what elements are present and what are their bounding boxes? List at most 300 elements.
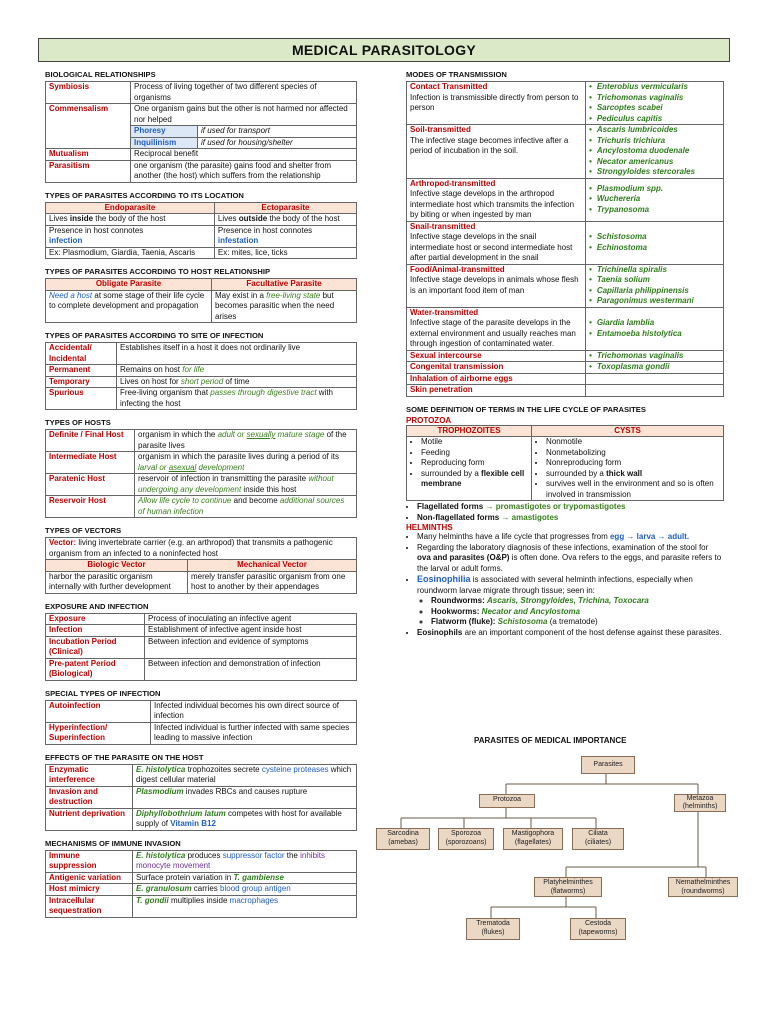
table-row [46,365,357,377]
table-row [407,437,724,501]
site-table [45,342,357,410]
org-cell [586,307,724,350]
text: Lives [49,214,70,223]
term-cell: Definite / Final Host [46,430,135,452]
text: carries [191,884,221,893]
mode-cell [407,264,586,307]
table-row [407,425,724,437]
def-cell: if used for housing/shelter [198,137,357,149]
def-cell: if used for transport [198,126,357,138]
list-item: • Ancylostoma duodenale [589,146,720,157]
text: Lives on host for [120,376,181,386]
cell [214,225,356,247]
text: for life [182,365,205,374]
text: of the parasite lives [138,430,347,450]
table-row [46,560,357,572]
term-cell: Hyperinfection/ Superinfection [46,722,151,744]
table-row [46,160,357,182]
effects-table [45,764,357,831]
text: E. histolytica [136,764,186,774]
term-cell: Autoinfection [46,700,151,722]
mode-term: Skin penetration [407,385,586,397]
table-row [46,247,357,259]
mode-term: Arthropod-transmitted [410,178,496,188]
term-cell: Incubation Period (Clinical) [46,636,145,658]
cell: harbor the parasitic organism internally with further development [46,571,188,593]
immune-heading: MECHANISMS OF IMMUNE INVASION [45,838,181,848]
text: Vitamin B12 [170,819,216,828]
node-platyhelminthes: Platyhelminthes (flatworms) [534,877,602,897]
text: infestation [217,236,259,245]
org-cell [586,373,724,385]
term-cell: Pre-patent Period (Biological) [46,658,145,680]
term-cell: Parasitism [46,160,131,182]
list-item: • Echinostoma [589,243,720,254]
text: produces [185,850,223,860]
list-item: • Enterobius vermicularis [589,82,720,93]
header-cell: TROPHOZOITES [407,425,532,437]
term-cell: Immune suppression [46,850,133,872]
table-row [46,225,357,247]
lifecycle-section [406,405,724,639]
page-title: MEDICAL PARASITOLOGY [38,38,730,62]
list-item [417,543,724,575]
sublist [417,596,724,628]
site-section [45,331,357,410]
text: Necator and Ancylostoma [481,606,581,616]
list-item: • Capillaria philippinensis [589,286,720,297]
text: Many helminths have a life cycle that progresses from [417,532,610,541]
list-item: • Sarcoptes scabei [589,103,720,114]
text: → amastigotes [501,512,559,522]
def-cell [117,365,357,377]
def-cell [133,872,357,884]
text: invades RBCs and causes rupture [183,786,308,796]
table-row [46,872,357,884]
table-row [46,388,357,410]
header-cell: Biologic Vector [46,560,188,572]
text: organism in which the parasite lives during a period of its [138,452,339,461]
mode-term: Soil-transmitted [410,125,471,134]
def-cell [117,388,357,410]
table-row [46,808,357,830]
text: additional sources of human infection [138,496,345,516]
list-item [431,617,724,628]
def-cell: Establishes itself in a host it does not ordinarily live [117,343,357,365]
exposure-table [45,613,357,681]
host-relationship-section [45,267,357,323]
text: Vector: [49,538,77,547]
modes-table [406,81,724,397]
def-cell: Between infection and evidence of symptoms [145,636,357,658]
list-item [417,532,724,543]
modes-heading: MODES OF TRANSMISSION [406,70,507,79]
exposure-section [45,602,357,681]
node-sporozoa: Sporozoa (sporozoans) [438,828,494,850]
mode-term: Water-transmitted [410,307,479,317]
list-item: • Wuchereria [589,194,720,205]
text: outside [238,214,268,223]
def-cell [133,895,357,917]
term-cell: Nutrient deprivation [46,808,133,830]
vectors-section [45,526,357,594]
org-cell [586,82,724,125]
special-section [45,689,357,745]
text: Plasmodium [136,786,184,796]
cell [407,437,532,501]
mode-def: The infective stage becomes infective after a period of incubation in the soil. [410,135,569,155]
table-row [46,895,357,917]
text: which digest cellular material [136,764,352,784]
list-item: • Trichinella spiralis [589,265,720,276]
text: Presence in host connotes [49,225,144,235]
term-cell: Accidental/ Incidental [46,343,117,365]
text: Allow life cycle to continue [138,496,232,505]
text: short period [180,376,224,386]
table-row [407,178,724,221]
mode-term: Snail-transmitted [410,221,476,231]
text: larval [138,462,158,472]
text: Flatworm (fluke): [431,617,498,626]
text: Free-living organism that [120,388,211,397]
mode-cell [407,221,586,264]
mode-def: Infection is transmissible directly from person to person [410,92,579,112]
table-row [407,307,724,350]
table-row [407,373,724,385]
list-item: • Feeding [421,448,528,459]
text: macrophages [229,895,279,905]
table-row [46,571,357,593]
text: egg → larva → adult. [609,532,690,541]
header-cell: Endoparasite [46,202,215,214]
cell [46,214,215,226]
list-item: • Strongyloides stercorales [589,167,720,178]
text: or [234,430,247,439]
list-item [546,469,720,480]
text: free-living state [266,290,321,300]
immune-section [45,839,357,918]
hosts-heading: TYPES OF HOSTS [45,418,111,427]
node-nemathelminthes: Nemathelminthes (roundworms) [668,877,738,897]
hosts-table [45,429,357,518]
text: Non-flagellated forms [417,512,502,522]
term-cell: Invasion and destruction [46,786,133,808]
def-cell: Infected individual is further infected with same species leading to massive infection [151,722,357,744]
table-row [46,279,357,291]
list-item: • Trypanosoma [589,205,720,216]
cell: Ex: Plasmodium, Giardia, Taenia, Ascaris [46,247,215,259]
table-row [46,202,357,214]
table-row [46,430,357,452]
mode-def: Infective stage develops in the arthropod intermediate host which transmits the infection by biting or when ingested by man [410,189,575,219]
list-item: • survives well in the environment and so is often involved in transmission [546,479,720,500]
text: Diphyllobothrium latum [136,808,226,818]
flagella-list [406,502,724,523]
list-item: • Schistosoma [589,232,720,243]
def-cell: Between infection and demonstration of infection [145,658,357,680]
list-item: • Trichomonas vaginalis [589,93,720,104]
text: Flagellated forms [417,502,486,511]
text: infection [49,236,83,245]
list-item: • Nonmotile [546,437,720,448]
parasite-tree [376,752,738,942]
list-item [421,469,528,490]
list-item [417,513,724,524]
text: inside [69,214,94,223]
bio-table [45,81,357,183]
text: but becomes parasitic when the need arises [214,290,335,321]
term-cell: Symbiosis [46,82,131,104]
term-cell: Permanent [46,365,117,377]
node-ciliata: Ciliata (ciliates) [572,828,624,850]
mode-cell [407,307,586,350]
term-cell: Inquilinism [131,137,198,149]
vectors-table [45,537,357,594]
list-item: • Pediculus capitis [589,114,720,125]
host-relationship-table [45,278,357,323]
table-row [407,385,724,397]
text: are an important component of the host defense against these parasites. [462,627,722,637]
table-row [46,149,357,161]
term-cell: Temporary [46,376,117,388]
text: T. gambiense [233,872,284,882]
node-cestoda: Cestoda (tapeworms) [570,918,626,940]
def-cell [133,808,357,830]
table-row [46,474,357,496]
mode-cell [407,82,586,125]
cell [532,437,724,501]
text: surrounded by a [546,468,607,478]
table-row [46,376,357,388]
effects-section [45,753,357,831]
list-item: • Nonreproducing form [546,458,720,469]
text: is often done. Ova refers to the eggs, and parasite refers to the larval or adult forms. [417,553,722,573]
list-item: • Plasmodium spp. [589,184,720,195]
text: → promastigotes or trypomastigotes [485,502,626,511]
text: of time [223,376,250,386]
table-row [46,104,357,126]
table-row [407,264,724,307]
text: without undergoing any development [138,474,334,494]
table-row [46,850,357,872]
node-metazoa: Metazoa (helminths) [674,794,726,812]
list-item [417,502,724,513]
node-mastigophora: Mastigophora (flagellates) [503,828,563,850]
table-row [46,214,357,226]
def-cell: Process of inoculating an infective agent [145,613,357,625]
modes-section [406,70,724,397]
table-row [46,786,357,808]
def-cell [133,786,357,808]
def-cell: Establishment of infective agent inside host [145,625,357,637]
table-row [407,221,724,264]
text: trophozoites secrete [185,764,262,774]
text: at some stage of their life cycle to complete development and propagation [49,290,205,310]
term-cell: Reservoir Host [46,496,135,518]
list-item: • Entamoeba histolytica [589,329,720,340]
cell [46,538,357,560]
term-cell: Paratenic Host [46,474,135,496]
text: Eosinophils [417,627,463,637]
term-cell: Enzymatic interference [46,764,133,786]
table-row [407,82,724,125]
text: blood group antigen [220,884,291,893]
def-cell [135,496,357,518]
list-item: • Motile [421,437,528,448]
table-row [46,538,357,560]
text: T. gondii [136,895,169,905]
text: Surface protein variation in [136,872,234,882]
table-row [46,613,357,625]
text: suppressor factor [222,850,285,860]
text: inside this host [241,484,297,494]
def-cell: Process of living together of two different species of organisms [131,82,357,104]
node-sarcodina: Sarcodina (amebas) [376,828,430,850]
table-row [46,290,357,323]
mode-term: Congenital transmission [407,362,586,374]
text: development [196,462,245,472]
cell [46,225,215,247]
term-cell: Exposure [46,613,145,625]
text: Eosinophilia [417,574,471,584]
list-item: • Nonmetabolizing [546,448,720,459]
def-cell: One organism gains but the other is not harmed nor affected nor helped [131,104,357,126]
mode-def: Infective stage develops in animals whose flesh is an important food item of man [410,275,579,295]
term-cell: Antigenic variation [46,872,133,884]
text: and become [231,496,280,505]
list-item: • Toxoplasma gondii [589,362,720,373]
text: (a trematode) [547,617,598,626]
def-cell [135,474,357,496]
immune-table [45,850,357,918]
location-table [45,202,357,260]
text: the body of the host [267,214,340,223]
list-item [431,596,724,607]
list-item [417,628,724,639]
text: passes through digestive tract [210,388,317,397]
text: living invertebrate carrier (e.g. an arthropod) that transmits a pathogenic organism from an infected to a noninfected host [49,538,333,558]
table-row [46,82,357,104]
text: is associated with several helminth infections, especially when roundworm larvae migrate through tissue; seen in: [417,575,693,595]
table-row [46,700,357,722]
text: the body of the host [93,214,166,223]
org-cell [586,125,724,179]
def-cell: one organism (the parasite) gains food and shelter from another (the host) which suffers from the relationship [131,160,357,182]
mode-def: Infective stage develops in the snail intermediate host or second intermediate host after partial development in the snail [410,232,573,262]
def-cell [133,884,357,896]
list-item [431,607,724,618]
table-row [407,362,724,374]
text: Ascaris, Strongyloides, Trichina, Toxocara [487,596,649,605]
header-cell: Obligate Parasite [46,279,212,291]
text: Hookworms: [431,606,482,616]
org-cell [586,221,724,264]
def-cell: Reciprocal benefit [131,149,357,161]
def-cell: Infected individual becomes his own direct source of infection [151,700,357,722]
special-table [45,700,357,745]
term-cell: Spurious [46,388,117,410]
table-row [46,764,357,786]
org-cell [586,264,724,307]
text: ova and parasites (O&P) [417,553,510,562]
table-row [46,343,357,365]
vectors-heading: TYPES OF VECTORS [45,526,122,535]
protozoa-table [406,425,724,502]
org-cell [586,350,724,362]
text: Schistosoma [497,617,548,626]
text: Presence in host connotes [217,225,313,235]
mode-term: Food/Animal-transmitted [410,264,505,274]
mode-cell [407,178,586,221]
def-cell [135,452,357,474]
def-cell [133,764,357,786]
cell [211,290,356,323]
table-row [46,884,357,896]
node-parasites: Parasites [581,756,635,774]
protozoa-label: PROTOZOA [406,415,452,425]
text: Lives [217,214,239,223]
node-protozoa: Protozoa [479,794,535,808]
text: surrounded by a [421,468,482,478]
text: thick wall [606,468,643,478]
table-row [46,496,357,518]
header-cell: Facultative Parasite [211,279,356,291]
text: Remains on host [120,365,183,374]
cell: Ex: mites, lice, ticks [214,247,356,259]
table-row [46,625,357,637]
cell [46,290,212,323]
hosts-section [45,418,357,518]
text: the [284,850,301,860]
list-item: • Trichuris trichiura [589,136,720,147]
bio-section [45,70,357,183]
text: inhibits monocyte movement [136,850,326,870]
term-cell: Phoresy [131,126,198,138]
term-cell: Intermediate Host [46,452,135,474]
list-item: • Reproducing form [421,458,528,469]
text: Roundworms: [431,596,487,605]
text: adult [217,430,235,439]
text: Need a host [49,290,93,300]
term-cell: Intracellular sequestration [46,895,133,917]
def-cell [117,376,357,388]
helminths-label: HELMINTHS [406,523,453,532]
location-section [45,191,357,260]
text: May exist in a [214,290,267,300]
text: asexual [168,462,197,472]
list-item: • Necator americanus [589,157,720,168]
tree-heading: PARASITES OF MEDICAL IMPORTANCE [474,736,627,745]
list-item: • Giardia lamblia [589,318,720,329]
text: Regarding the laboratory diagnosis of these infections, examination of the stool for [417,542,709,552]
text: mature stage [275,430,325,439]
table-row [46,452,357,474]
text: E. granulosum [136,884,192,893]
mode-term: Inhalation of airborne eggs [407,373,586,385]
left-column [45,70,357,926]
org-cell [586,362,724,374]
term-cell: Commensalism [46,104,131,149]
exposure-heading: EXPOSURE AND INFECTION [45,601,149,611]
location-heading: TYPES OF PARASITES ACCORDING TO ITS LOCATION [45,190,244,200]
bio-heading: BIOLOGICAL RELATIONSHIPS [45,70,156,79]
site-heading: TYPES OF PARASITES ACCORDING TO SITE OF INFECTION [45,331,264,340]
text: flexible cell membrane [421,468,525,488]
list-item: • Taenia solium [589,275,720,286]
table-row [407,125,724,179]
header-cell: CYSTS [532,425,724,437]
right-column [406,70,724,638]
